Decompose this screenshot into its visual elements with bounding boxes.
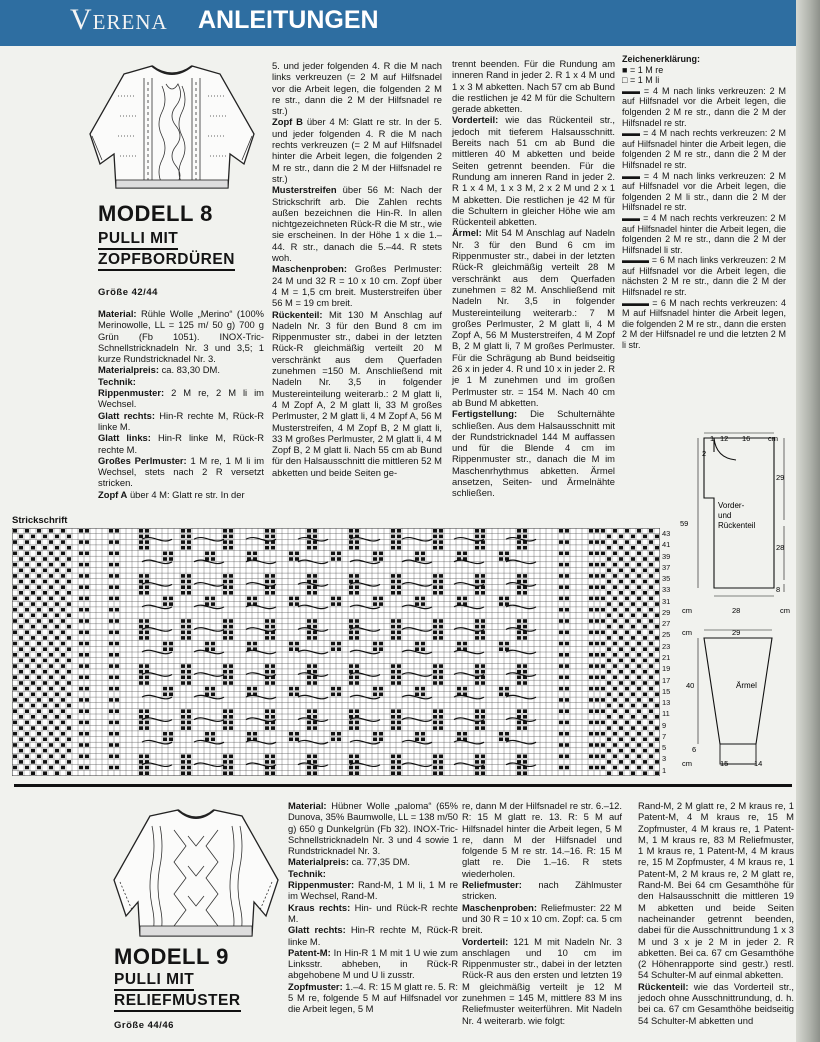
- page-edge: [796, 0, 820, 1042]
- paragraph-body: Hin-R rechte M, Rück-R linke M.: [288, 924, 458, 947]
- paragraph: [452, 114, 615, 227]
- modell9-heading: MODELL 9: [114, 944, 229, 969]
- paragraph-lead: Glatt rechts:: [98, 409, 155, 421]
- paragraph-body: Hin-R linke M, Rück-R rechte M.: [98, 432, 264, 455]
- row-number: 27: [662, 619, 671, 629]
- legend-symbol: ▬▬: [622, 85, 640, 96]
- legend-symbol: ▬▬▬: [622, 255, 649, 266]
- schema1-label2: und: [718, 511, 732, 520]
- row-number: 39: [662, 551, 671, 561]
- modell8-subtitle: [98, 229, 235, 271]
- legend-item: [622, 255, 786, 297]
- chart-label: Strickschrift: [12, 515, 68, 526]
- paragraph: [98, 376, 264, 387]
- modell8-column-2: [272, 60, 442, 478]
- schema1-right1: 29: [776, 473, 785, 482]
- paragraph: [288, 856, 458, 867]
- section-title: ANLEITUNGEN: [198, 6, 379, 34]
- paragraph-body: 1 M re, 1 M li im Wechsel, stets nach 2 R versetzt stricken.: [98, 454, 265, 489]
- paragraph: [638, 981, 794, 1026]
- paragraph-body: Mit 130 M Anschlag auf Nadeln Nr. 3 für den Bund 8 cm im Rippenmuster str., dabei in der letzten Rück-R gleichmäßig verteilt 20 M verschränkt aus dem Querfaden zunehmen =150 M. Anschließend mit Nadeln Nr. 3,5 in folgender Mustereinteilung weiterarb.: 2 M glatt li, 4 M Zopf A, 2 M glatt li, 33 M großes Perlmuster, 2 M glatt li, 4 M Zopf A, 56 M Musterstreifen, 4 M Zopf B, 2 M glatt li, 33 M großes Perlmuster, 2 M glatt li, 4 M Zopf B, 2 M glatt li. Nach 55 cm ab Bund für den Halsausschnitt die mittleren 52 M abketten und beide Seiten ge-: [272, 308, 442, 478]
- paragraph-lead: Material:: [98, 308, 137, 319]
- paragraph-body: ca. 83,30 DM.: [158, 364, 220, 376]
- paragraph: [452, 408, 615, 498]
- paragraph-lead: Maschenproben:: [272, 263, 348, 275]
- paragraph-lead: Glatt rechts:: [288, 924, 346, 936]
- paragraph: [288, 800, 458, 856]
- legend-text: = 1 M re: [627, 64, 664, 75]
- paragraph: [462, 902, 622, 936]
- legend-item: [622, 128, 786, 170]
- paragraph-body: Die Schulternähte schließen. Aus dem Halsausschnitt mit der Rundstricknadel 144 M auffassen und für die Blende 4 cm im Rippenmuster str., danach die M im Maschenrhythmus abketten. Ärmel ansetzen, Seiten- und Ärmelnähte schließen.: [452, 408, 615, 499]
- modell8-heading: MODELL 8: [98, 201, 213, 226]
- brand-logo: Verena: [70, 3, 168, 36]
- paragraph-body: über 4 M: Glatt re str. In der 5. und jeder folgenden 4. R die M nach rechts verkreuzen (= 2 M auf Hilfsnadel hinter die Arbeit legen, die folgenden 2 M re str., dann die 2 M der Hilfsnadel re str.): [272, 116, 442, 184]
- front-back-schematic: [676, 430, 792, 620]
- schema2-label: Ärmel: [736, 681, 757, 690]
- paragraph-body: wie das Vorderteil str., jedoch ohne Ausschnittrundung, d. h. bei ca. 67 cm Gesamthöhe beidseitig 54 Schulter-M abketten und: [638, 980, 794, 1026]
- paragraph-body: Hin-R rechte M, Rück-R linke M.: [98, 409, 264, 432]
- paragraph: [462, 800, 622, 879]
- paragraph: [98, 489, 264, 500]
- paragraph-lead: Kraus rechts:: [288, 901, 351, 913]
- row-number: 19: [662, 664, 671, 674]
- paragraph: [288, 924, 458, 947]
- paragraph-body: Hin- und Rück-R rechte M.: [288, 901, 458, 924]
- paragraph: [98, 308, 264, 364]
- paragraph: [272, 60, 442, 116]
- modell8-title: [98, 201, 213, 227]
- knitting-chart: [12, 528, 660, 776]
- legend-symbol: ■: [622, 64, 628, 75]
- paragraph: [272, 184, 442, 263]
- legend-item: [622, 65, 786, 76]
- legend-item: [622, 298, 786, 351]
- row-number: 7: [662, 731, 667, 741]
- paragraph: [288, 868, 458, 879]
- row-number: 43: [662, 529, 671, 538]
- section-divider: [14, 784, 792, 787]
- paragraph-lead: Maschenproben:: [462, 901, 538, 913]
- row-number: 33: [662, 585, 671, 595]
- paragraph-body: über 56 M: Nach der Strickschrift arb. Die Zahlen rechts außen bezeichnen die Hin-R. In allen nichtgezeichneten Rück-R die M str., wie sie erscheinen. In der Höhe 1 x die 1.–44. R str., danach die 5.–44. R stets woh.: [272, 184, 442, 264]
- paragraph-lead: Vorderteil:: [462, 935, 509, 947]
- row-number: 41: [662, 540, 671, 550]
- legend-text: = 6 M nach links verkreuzen: 2 M auf Hilfsnadel vor die Arbeit legen, die nächsten 2 M re str., dann die 2 M der Hilfsnadel re str.: [622, 255, 786, 298]
- paragraph-body: In Hin-R 1 M mit 1 U wie zum Linksstr. abheben, in Rück-R abgehobene M und U li zusstr.: [288, 946, 458, 981]
- paragraph-body: 121 M mit Nadeln Nr. 3 anschlagen und 10 cm im Rippenmuster str., dabei in der letzten Rück-R aus den ersten und letzten 19 M gleichmäßig verteilt je 12 M zunehmen = 145 M, mittlere 83 M ins Reliefmuster weiterführen. Mit Nadeln Nr. 4 weiterarb. wie folgt:: [462, 935, 622, 1026]
- legend-symbol: ▬▬: [622, 128, 640, 139]
- pullover-icon-2: [108, 806, 284, 942]
- schema2-bottom-mid: 15: [720, 759, 729, 768]
- legend-text: = 6 M nach rechts verkreuzen: 4 M auf Hilfsnadel hinter die Arbeit legen, die folgenden 2 M re str., dann die ersten 2 M der Hilfsnadel re und die letzten 2 M li str.: [622, 297, 786, 351]
- paragraph: [288, 947, 458, 981]
- schema2-bottom-right: 14: [754, 759, 763, 768]
- modell8-size: Größe 42/44: [98, 287, 158, 298]
- modell9-column-3: [638, 800, 794, 1026]
- schema2-top: 29: [732, 628, 741, 637]
- paragraph: [98, 432, 264, 455]
- paragraph: [462, 879, 622, 902]
- modell8-sub2: ZOPFBORDÜREN: [98, 250, 235, 271]
- row-number: 11: [662, 709, 670, 719]
- pullover-icon: [84, 56, 260, 196]
- symbol-legend: [622, 54, 786, 351]
- paragraph-body: wie das Rückenteil str., jedoch mit tieferem Halsausschnitt. Bereits nach 51 cm ab Bund die mittleren 40 M abketten und beide Seiten getrennt beenden. Für die Rundung am inneren Rand in jeder 2. R 1 x 4 M, 1 x 3 M, 2 x 2 M und 2 x 1 M abketten. Die restlichen je 42 M für die Schultern in gleicher Höhe wie am Rückenteil abketten.: [452, 114, 615, 228]
- paragraph-lead: Vorderteil:: [452, 114, 499, 126]
- legend-symbol: □: [622, 75, 628, 86]
- paragraph-body: trennt beenden. Für die Rundung am inneren Rand in jeder 2. R 1 x 4 M und 1 x 3 M abketten. Nach 57 cm ab Bund die restlichen je 42 M für die Schultern gerade abketten.: [452, 58, 615, 115]
- modell9-sub2: RELIEFMUSTER: [114, 991, 241, 1012]
- legend-symbol: ▬▬: [622, 212, 640, 223]
- row-number: 5: [662, 743, 667, 753]
- paragraph-body: 2 M re, 2 M li im Wechsel.: [98, 387, 264, 410]
- paragraph: [452, 58, 615, 114]
- schema2-left: 40: [686, 681, 695, 690]
- legend-text: = 4 M nach links verkreuzen: 2 M auf Hilfsnadel vor die Arbeit legen, die folgenden 2 M re str., dann die 2 M der Hilfsnadel re str.: [622, 85, 786, 128]
- modell8-column-1: [98, 308, 264, 500]
- schema1-top-b: 12: [720, 434, 729, 443]
- row-number: 15: [662, 686, 671, 696]
- paragraph: [98, 387, 264, 410]
- paragraph: [638, 800, 794, 981]
- legend-item: [622, 75, 786, 86]
- paragraph: [462, 936, 622, 1026]
- legend-item: [622, 86, 786, 128]
- row-number: 37: [662, 562, 671, 572]
- paragraph-lead: Ärmel:: [452, 227, 482, 239]
- schema1-label1: Vorder-: [718, 501, 745, 510]
- legend-heading: [622, 54, 786, 65]
- row-number: 17: [662, 675, 671, 685]
- paragraph-body: re, dann M der Hilfsnadel re str. 6.–12. R: 15 M glatt re. 13. R: 5 M auf Hilfsnadel hinter die Arbeit legen, 5 M re, dann M der Hilfsnadel und folgende 5 M re str. 14.–16. R: 15 M glatt re. Die 1.–16. R stets wiederholen.: [462, 800, 622, 879]
- sleeve-schematic: [676, 624, 792, 770]
- schema1-bottom-left: cm: [682, 606, 692, 615]
- paragraph-body: Hübner Wolle „paloma“ (65% Dunova, 35% Baumwolle, LL = 138 m/50 g) 650 g Dunkelgrün (Fb 32). INOX-Tric-Schnellstricknadeln Nr. 3 und 4 sowie 1 Rundstricknadel Nr. 3.: [288, 800, 458, 857]
- paragraph: [288, 902, 458, 925]
- legend-title: Zeichenerklärung:: [622, 54, 701, 64]
- paragraph-body: Rand-M, 2 M glatt re, 2 M kraus re, 1 Patent-M, 4 M kraus re, 15 M Zopfmuster, 4 M kraus re, 1 Patent-M, 1 M kraus re, 83 M Reliefmuster, 1 M kraus re, 1 Patent-M, 4 M kraus re, 15 M Zopfmuster, 4 M kraus re, 1 Patent-M, 2 M kraus re, 2 M glatt re, Rand-M. Bei 64 cm Gesamthöhe für den Halsausschnitt die mittleren 19 M abketten und beide Seiten nacheinander getrennt beenden, dabei für die Ausschnittrundung 1 x 3 M und 3 x je 2 M in jeder 2. R abketten. Bei ca. 67 cm Gesamthöhe (2 Höhenrapporte sind gestr.) restl. 54 Schulter-M auf einmal abketten.: [638, 800, 794, 981]
- schema1-right2: 28: [776, 543, 785, 552]
- paragraph: [272, 263, 442, 308]
- legend-text: = 4 M nach links verkreuzen: 2 M auf Hilfsnadel vor die Arbeit legen, die folgenden 2 M li str., dann die 2 M der Hilfsnadel re str.: [622, 170, 786, 213]
- modell8-column-3: [452, 58, 615, 499]
- paragraph-lead: Technik:: [288, 867, 326, 879]
- paragraph: [98, 364, 264, 375]
- schema1-top-d: cm: [768, 434, 778, 443]
- paragraph-lead: Musterstreifen: [272, 184, 337, 196]
- paragraph-lead: Material:: [288, 800, 327, 811]
- paragraph-lead: Glatt links:: [98, 432, 151, 444]
- modell9-column-1: [288, 800, 458, 1015]
- legend-symbol: ▬▬: [622, 170, 640, 181]
- schema1-top-c: 16: [742, 434, 751, 443]
- row-number: 13: [662, 698, 671, 708]
- paragraph-lead: Reliefmuster:: [462, 879, 522, 891]
- paragraph: [288, 879, 458, 902]
- paragraph-body: Großes Perlmuster: 24 M und 32 R = 10 x 10 cm. Zopf über 4 M = 1,5 cm breit. Musterstreifen über 56 M = 19 cm breit.: [272, 263, 442, 309]
- paragraph-lead: Materialpreis:: [98, 364, 159, 376]
- paragraph-lead: Materialpreis:: [288, 856, 349, 868]
- paragraph-lead: Technik:: [98, 375, 136, 387]
- paragraph-body: Mit 54 M Anschlag auf Nadeln Nr. 3 für den Bund 6 cm im Rippenmuster str., dabei in der letzten Rück-R gleichmäßig verteilt 28 M verschränkt aus dem Querfaden zunehmen = 82 M. Anschließend mit Nadeln Nr. 3,5 in folgender Mustereinteilung weiterarb.: 7 M großes Perlmuster, 2 M glatt li, 4 M Zopf A, 56 M Musterstreifen, 4 M Zopf B, 2 M glatt li, 7 M großes Perlmuster. Für die Schrägung ab Bund beidseitig 26 x in jeder 4. R und 10 x in jeder 2. R je 1 M zunehmen und im großen Perlmuster str. = 154 M. Nach 40 cm ab Bund M abketten.: [452, 227, 615, 408]
- paragraph: [98, 455, 264, 489]
- paragraph-lead: Großes Perlmuster:: [98, 454, 187, 466]
- schema2-small: 6: [692, 745, 697, 754]
- paragraph-lead: Rückenteil:: [638, 980, 689, 992]
- schema1-top-a: 1: [710, 434, 715, 443]
- paragraph-body: ca. 77,35 DM.: [348, 856, 410, 868]
- paragraph: [272, 309, 442, 478]
- page-header: [0, 0, 796, 46]
- row-number: 23: [662, 641, 671, 651]
- row-number: 29: [662, 607, 671, 617]
- paragraph: [98, 410, 264, 433]
- schema1-left: 59: [680, 519, 689, 528]
- paragraph-body: 1.–4. R: 15 M glatt re. 5. R: 5 M re, folgende 5 M auf Hilfsnadel vor die Arbeit legen, 5 M: [288, 980, 458, 1015]
- legend-item: [622, 213, 786, 255]
- modell9-title: [114, 944, 229, 970]
- modell9-column-2: [462, 800, 622, 1026]
- schema1-bottom-right: cm: [780, 606, 790, 615]
- row-number: 1: [662, 765, 667, 775]
- legend-text: = 4 M nach rechts verkreuzen: 2 M auf Hilfsnadel hinter die Arbeit legen, die folgenden 2 M re str., dann die 2 M der Hilfsnadel re str.: [622, 128, 786, 170]
- row-number: 35: [662, 574, 671, 584]
- row-numbers: [662, 528, 680, 776]
- paragraph-lead: Zopf A: [98, 488, 128, 500]
- paragraph-body: Reliefmuster: 22 M und 30 R = 10 x 10 cm. Zopf: ca. 5 cm breit.: [462, 901, 622, 936]
- schema2-top-left: cm: [682, 628, 692, 637]
- legend-symbol: ▬▬▬: [622, 297, 649, 308]
- paragraph: [272, 116, 442, 184]
- paragraph-body: nach Zählmuster stricken.: [462, 879, 622, 902]
- modell9-subtitle: [114, 970, 241, 1012]
- paragraph-body: 5. und jeder folgenden 4. R die M nach links verkreuzen (= 2 M auf Hilfsnadel vor die Arbeit legen, die folgenden 2 M re str., dann die 2 M der Hilfsnadel re str.): [272, 60, 442, 117]
- paragraph-lead: Zopfmuster:: [288, 980, 343, 992]
- row-number: 9: [662, 720, 667, 730]
- paragraph-lead: Rippenmuster:: [98, 387, 165, 399]
- modell9-sub1: PULLI MIT: [114, 970, 194, 991]
- paragraph-body: über 4 M: Glatt re str. In der: [127, 488, 245, 500]
- modell8-sub1: PULLI MIT: [98, 229, 178, 250]
- paragraph-lead: Rückenteil:: [272, 308, 323, 320]
- paragraph-lead: Rippenmuster:: [288, 879, 355, 891]
- schema1-small: 2: [702, 449, 707, 458]
- schema1-bottom-mid: 28: [732, 606, 741, 615]
- schema1-label3: Rückenteil: [718, 521, 756, 530]
- paragraph: [288, 981, 458, 1015]
- modell9-size: Größe 44/46: [114, 1020, 174, 1031]
- legend-text: = 4 M nach rechts verkreuzen: 2 M auf Hilfsnadel hinter die Arbeit legen, die folgenden 2 M re str., dann die 2 M der Hilfsnadel li str.: [622, 212, 786, 255]
- paragraph-body: Rühle Wolle „Merino“ (100% Merinowolle, LL = 125 m/ 50 g) 700 g Grün (Fb 1051). INOX-Tric-Schnellstricknadeln Nr. 3 und 3,5; 1 kurze Rundstricknadel Nr. 3.: [98, 308, 264, 365]
- row-number: 3: [662, 754, 667, 764]
- paragraph-lead: Fertigstellung:: [452, 408, 518, 420]
- row-number: 25: [662, 630, 671, 640]
- schema1-right3: 8: [776, 585, 781, 594]
- row-number: 21: [662, 653, 671, 662]
- row-number: 31: [662, 596, 671, 606]
- paragraph-lead: Zopf B: [272, 116, 303, 128]
- schema2-bottom-left: cm: [682, 759, 692, 768]
- paragraph-body: Rand-M, 1 M li, 1 M re im Wechsel, Rand-M.: [288, 879, 458, 902]
- paragraph-lead: Patent-M:: [288, 946, 331, 958]
- paragraph: [452, 227, 615, 408]
- legend-text: = 1 M li: [627, 75, 660, 86]
- legend-item: [622, 171, 786, 213]
